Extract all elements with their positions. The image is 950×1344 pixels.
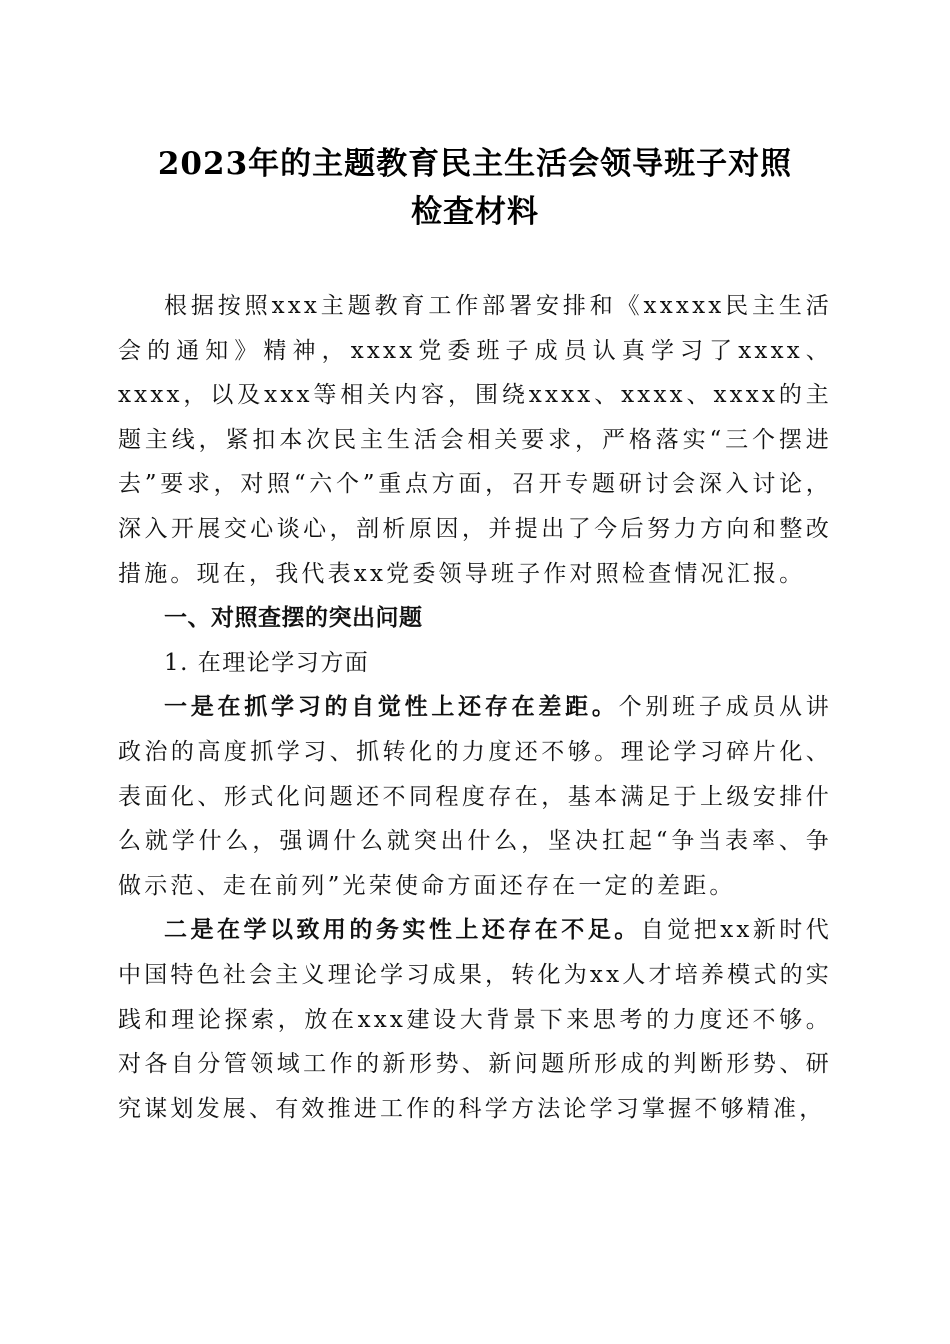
section-heading: 一、对照查摆的突出问题 xyxy=(164,605,423,632)
point-one-body: 个别班子成员从讲政治的高度抓学习、抓转化的力度还不够。理论学习碎片化、表面化、形式化问题还不同程度存在，基本满足于上级安排什么就学什么，强调什么就突出什么，坚决扛起“争当表率、争做示范、走在前列”光荣使命方面还存在一定的差距。 xyxy=(118,694,832,899)
title-line-2: 检查材料 xyxy=(411,194,539,230)
point-one-paragraph xyxy=(118,685,832,908)
point-one-lead: 一是在抓学习的自觉性上还存在差距。 xyxy=(164,693,619,721)
document-body xyxy=(118,284,832,1131)
intro-paragraph: 根据按照xxx主题教育工作部署安排和《xxxxx民主生活会的通知》精神，xxxx党委班子成员认真学习了xxxx、xxxx，以及xxx等相关内容，围绕xxxx、xxxx、xxxx的主题主线，紧扣本次民主生活会相关要求，严格落实“三个摆进去”要求，对照“六个”重点方面，召开专题研讨会深入讨论，深入开展交心谈心，剖析原因，并提出了今后努力方向和整改措施。现在，我代表xx党委领导班子作对照检查情况汇报。 xyxy=(118,293,832,587)
point-two-paragraph xyxy=(118,908,832,1131)
document-title xyxy=(118,140,832,236)
point-two-lead: 二是在学以致用的务实性上还存在不足。 xyxy=(164,916,641,944)
title-line-1: 2023年的主题教育民主生活会领导班子对照 xyxy=(157,146,793,182)
point-two-body: 自觉把xx新时代中国特色社会主义理论学习成果，转化为xx人才培养模式的实践和理论探索，放在xxx建设大背景下来思考的力度还不够。对各自分管领域工作的新形势、新问题所形成的判断形势、研究谋划发展、有效推进工作的科学方法论学习掌握不够精准， xyxy=(118,917,832,1122)
subsection-heading: 1. 在理论学习方面 xyxy=(164,649,370,676)
